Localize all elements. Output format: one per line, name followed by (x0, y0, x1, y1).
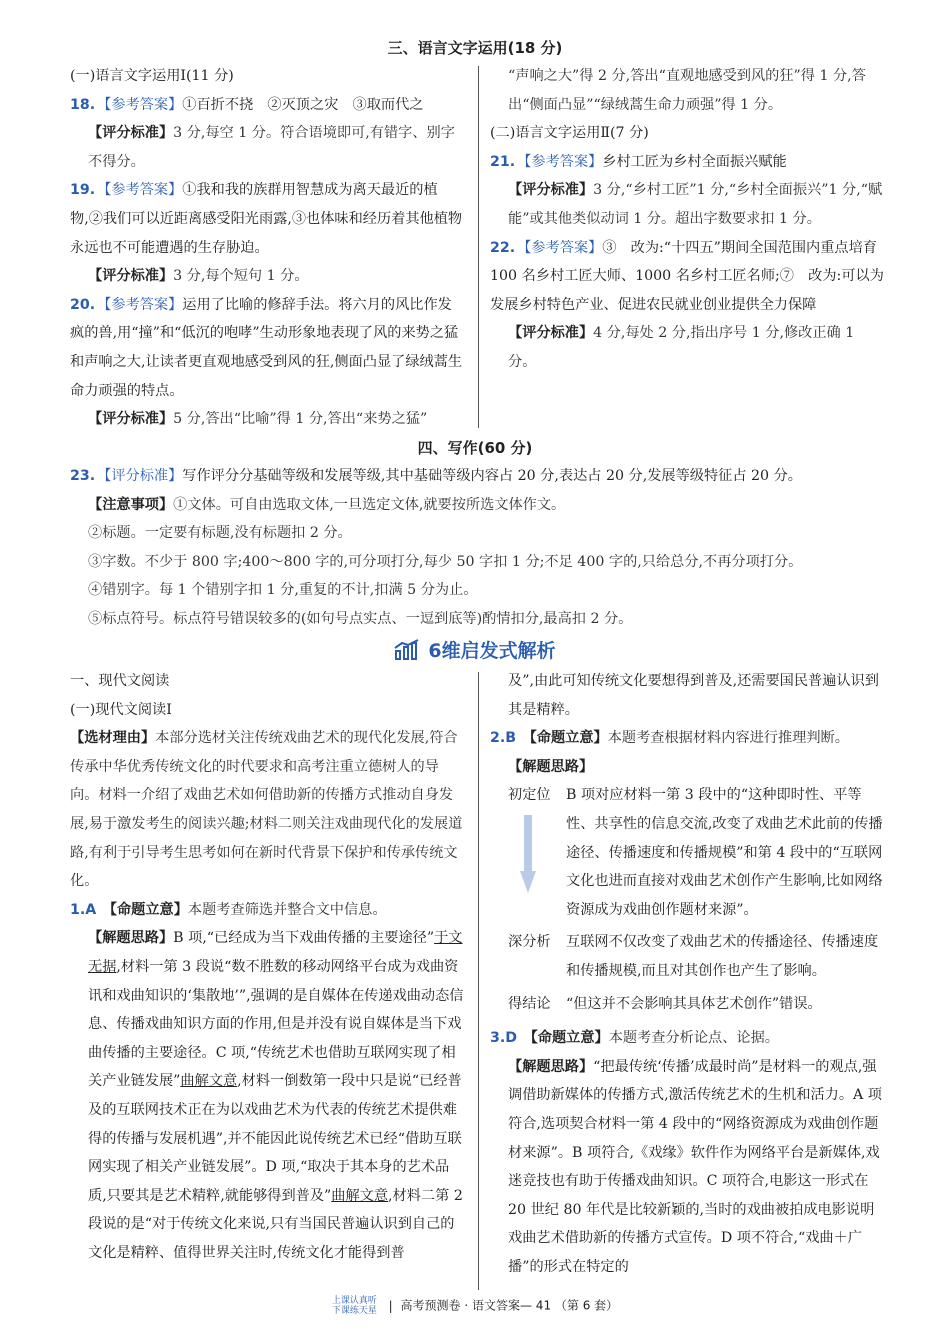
q1-intent: 1.A 【命题立意】本题考查筛选并整合文中信息。 (70, 901, 387, 918)
q2-step: 深分析 互联网不仅改变了戏曲艺术的传播途径、传播速度和传播规模,而且对其创作也产生了影响。 (508, 934, 879, 979)
q18-answer: 18. 【参考答案】①百折不挠 ②灭顶之灾 ③取而代之 (70, 96, 424, 113)
sub2-heading: (二)语言文字运用Ⅱ(7 分) (490, 125, 649, 142)
section4-body (70, 462, 890, 634)
notes-heading: 【注意事项】①文体。可自由选取文体,一旦选定文体,就要按所选文体作文。 (88, 496, 566, 513)
q20-score: 【评分标准】5 分,答出“比喻”得 1 分,答出“来势之猛” (88, 411, 428, 428)
q19-score: 【评分标准】3 分,每个短句 1 分。 (88, 268, 309, 285)
q2-steps (490, 781, 886, 1018)
column-divider-bottom (478, 672, 479, 1290)
q2-intent: 2.B 【命题立意】本题考查根据材料内容进行推理判断。 (490, 730, 849, 747)
analysis-left-column (70, 667, 466, 1267)
down-arrow-icon (520, 815, 536, 895)
sub1-heading: (一)语言文字运用Ⅰ(11 分) (70, 68, 234, 84)
analysis-heading-2: (一)现代文阅读Ⅰ (70, 701, 172, 718)
banner-title: 6维启发式解析 (428, 640, 556, 662)
note-item: ④错别字。每 1 个错别字扣 1 分,重复的不计,扣满 5 分为止。 (88, 582, 478, 599)
q19-answer: 19. 【参考答案】①我和我的族群用智慧成为离天最近的植物,②我们可以近距离感受阳光雨露,③也体味和经历着其他植物永远也不可能遭遇的生存胁迫。 (70, 182, 463, 256)
note-item: ②标题。一定要有标题,没有标题扣 2 分。 (88, 525, 352, 542)
q21-answer: 21. 【参考答案】乡村工匠为乡村全面振兴赋能 (490, 153, 787, 170)
q20-score-continued: “声响之大”得 2 分,答出“直观地感受到风的狂”得 1 分,答出“侧面凸显”“绿绒蒿生命力顽强”得 1 分。 (508, 68, 866, 113)
column-divider-top (478, 66, 479, 428)
section3-right-column (490, 62, 886, 377)
q21-score: 【评分标准】3 分,“乡村工匠”1 分,“乡村全面振兴”1 分,“赋能”或其他类似动词 1 分。超出字数要求扣 1 分。 (508, 182, 883, 227)
note-item: ③字数。不少于 800 字;400～800 字的,可分项打分,每少 50 字扣 1 分;不足 400 字的,只给总分,不再分项打分。 (88, 553, 803, 570)
section4-title: 四、写作(60 分) (417, 439, 533, 457)
q2-step: 得结论 “但这并不会影响其具体艺术创作”错误。 (508, 995, 822, 1012)
note-item: ⑤标点符号。标点符号错误较多的(如句号点实点、一逗到底等)酌情扣分,最高扣 2 分。 (88, 610, 633, 627)
analysis-heading-1: 一、现代文阅读 (70, 673, 170, 689)
section3-title: 三、语言文字运用(18 分) (387, 39, 563, 57)
footer-text: 高考预测卷 · 语文答案— 41 （第 6 套） (400, 1298, 619, 1313)
q23-score: 23. 【评分标准】写作评分分基础等级和发展等级,其中基础等级内容占 20 分,表达占 20 分,发展等级特征占 20 分。 (70, 468, 802, 484)
q18-score: 【评分标准】3 分,每空 1 分。符合语境即可,有错字、别字不得分。 (88, 125, 455, 170)
section3-left-column (70, 62, 466, 434)
analysis-right-column (490, 667, 886, 1281)
q2-step: 初定位 B 项对应材料一第 3 段中的“这种即时性、平等性、共享性的信息交流,改变了戏曲艺术此前的传播途径、传播速度和传播规模”和第 4 段中的“互联网文化也进而直接对戏曲艺术创作产生影响,比如网络资源成为戏曲创作题材来源”。 (508, 787, 883, 918)
q2-think-heading: 【解题思路】 (508, 758, 594, 775)
q20-answer: 20. 【参考答案】运用了比喻的修辞手法。将六月的风比作发疯的兽,用“撞”和“低沉的咆哮”生动形象地表现了风的来势之猛和声响之大,让读者更直观地感受到风的狂,侧面凸显了绿绒蒿生命力顽强的特点。 (70, 296, 463, 399)
chart-icon (394, 639, 420, 661)
q1-reasoning-continued: 及”,由此可知传统文化要想得到普及,还需要国民普遍认识到其是精粹。 (508, 673, 879, 718)
q1-reasoning: 【解题思路】B 项,“已经成为当下戏曲传播的主要途径”于文无据,材料一第 3 段说“数不胜数的移动网络平台成为戏曲资讯和戏曲知识的‘集散地’”,强调的是自媒体在传递戏曲动态信息、传播戏曲知识方面的作用,但是并没有说自媒体是当下戏曲传播的主要途径。C 项,“传统艺术也借助互联网实现了相关产业链发展”曲解文意,材料一倒数第一段中只是说“已经普及的互联网技术正在为以戏曲艺术为代表的传统艺术提供难得的传播与发展机遇”,并不能因此说传统艺术已经“借助互联网实现了相关产业链发展”。D 项,“取决于其本身的艺术品质,只要其是艺术精粹,就能够得到普及”曲解文意,材料二第 2 段说的是“对于传统文化来说,只有当国民普遍认识到自己的文化是精粹、值得世界关注时,传统文化才能得到普 (88, 930, 464, 1261)
q3-reasoning: 【解题思路】“把最传统‘传播’成最时尚”是材料一的观点,强调借助新媒体的传播方式,激活传统艺术的生机和活力。A 项符合,选项契合材料一第 4 段中的“网络资源成为戏曲创作题材来源”。B 项符合,《戏缘》软件作为网络平台是新媒体,戏迷竞技也有助于传播戏曲知识。C 项符合,电影这一形式在 20 世纪 80 年代是比较新颖的,当时的戏曲被拍成电影说明戏曲艺术借助新的传播方式宣传。D 项不符合,“戏曲＋广播”的形式在特定的 (508, 1058, 882, 1275)
analysis-banner (0, 636, 950, 666)
selection-reason: 【选材理由】本部分选材关注传统戏曲艺术的现代化发展,符合传承中华优秀传统文化的时代要求和高考注重立德树人的导向。材料一介绍了戏曲艺术如何借助新的传播方式推动自身发展,易于激发考生的阅读兴趣;材料二则关注戏曲现代化的发展道路,有利于引导考生思考如何在新时代背景下保护和传承传统文化。 (70, 730, 463, 890)
q22-score: 【评分标准】4 分,每处 2 分,指出序号 1 分,修改正确 1 分。 (508, 325, 855, 370)
publisher-logo: 上课认真听 下课练天星 (331, 1296, 377, 1316)
page-footer: 上课认真听 下课练天星 | 高考预测卷 · 语文答案— 41 （第 6 套） (331, 1296, 619, 1316)
q22-answer: 22. 【参考答案】③ 改为:“十四五”期间全国范围内重点培育 100 名乡村工匠大师、1000 名乡村工匠名师;⑦ 改为:可以为发展乡村特色产业、促进农民就业创业提供全力保障 (490, 239, 884, 313)
q3-intent: 3.D 【命题立意】本题考查分析论点、论据。 (490, 1030, 779, 1047)
